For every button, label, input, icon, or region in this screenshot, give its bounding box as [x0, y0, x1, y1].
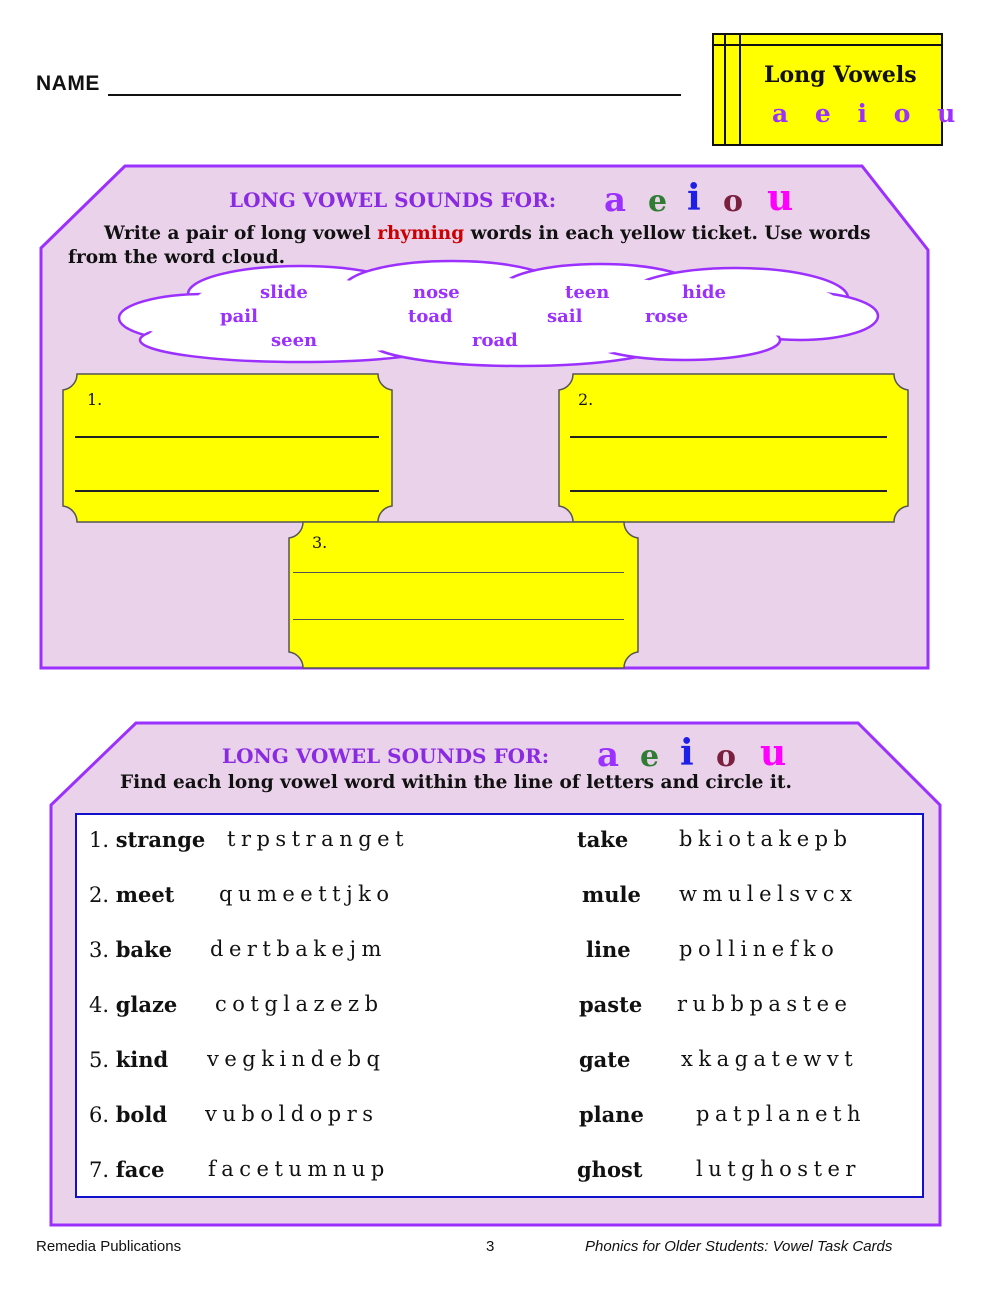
badge-letters: a e i o u [772, 99, 965, 128]
vowel-o: o [716, 739, 737, 774]
word-row [89, 882, 174, 907]
target-word: take [577, 827, 629, 852]
ticket-3-number: 3. [312, 533, 328, 552]
ticket-3-shape [289, 522, 638, 668]
row-number: 2. [89, 883, 110, 907]
target-word: gate [579, 1047, 631, 1072]
letter-line[interactable]: vuboldoprs [205, 1102, 379, 1126]
footer-publisher: Remedia Publications [36, 1238, 182, 1255]
letter-line[interactable]: trpstranget [227, 827, 410, 851]
letter-line[interactable]: wmulelsvcx [679, 882, 858, 906]
cloud-word: teen [565, 282, 610, 303]
row-number: 3. [89, 938, 110, 962]
vowel-a: a [597, 735, 620, 775]
cloud-word: hide [682, 282, 726, 303]
letter-line[interactable]: facetumnup [208, 1157, 390, 1181]
target-word: glaze [115, 992, 178, 1017]
target-word: paste [579, 992, 643, 1017]
cloud-word: nose [413, 282, 460, 303]
target-word: meet [115, 882, 175, 907]
target-word: ghost [577, 1157, 643, 1182]
panel2-instructions: Find each long vowel word within the line of letters and circle it. [120, 772, 792, 793]
cloud-word: rose [645, 306, 689, 327]
ticket-1-answer-line-2[interactable] [75, 490, 379, 492]
target-word: strange [115, 827, 206, 852]
target-word: plane [579, 1102, 644, 1127]
word-row [89, 992, 177, 1017]
letter-line[interactable]: bkiotakepb [679, 827, 853, 851]
cloud-word: seen [271, 330, 318, 351]
word-row [89, 937, 172, 962]
badge-title: Long Vowels [764, 62, 917, 88]
cloud-word: slide [260, 282, 308, 303]
cloud-word: pail [220, 306, 258, 327]
letter-line[interactable]: vegkindebq [207, 1047, 386, 1071]
letter-line[interactable]: cotglazezb [215, 992, 384, 1016]
word-row [89, 1157, 165, 1182]
instruction-highlight: rhyming [377, 223, 465, 244]
letter-line[interactable]: pollinefko [679, 937, 840, 961]
vowel-e: e [648, 184, 668, 219]
word-row [579, 992, 642, 1017]
word-search-box [75, 813, 924, 1198]
vowel-a: a [604, 180, 627, 220]
vowel-u: u [767, 177, 794, 219]
ticket-2-number: 2. [578, 390, 594, 409]
ticket-3-answer-line-1[interactable] [293, 572, 624, 573]
target-word: bake [115, 937, 172, 962]
panel2-title: LONG VOWEL SOUNDS FOR: [222, 744, 550, 768]
row-number: 5. [89, 1048, 110, 1072]
target-word: kind [115, 1047, 169, 1072]
instruction-text: Write a pair of long vowel [104, 223, 378, 244]
instruction-text: words in each yellow ticket. Use words from the word cloud. [68, 223, 871, 268]
letter-line[interactable]: xkagatewvt [681, 1047, 859, 1071]
panel1-instructions [68, 222, 898, 270]
vowel-i: i [680, 732, 694, 774]
row-number: 6. [89, 1103, 110, 1127]
letter-line[interactable]: lutghoster [696, 1157, 861, 1181]
vowel-e: e [640, 739, 660, 774]
word-row [579, 1102, 644, 1127]
vowel-i: i [687, 177, 701, 219]
cloud-word: toad [408, 306, 453, 327]
word-row [89, 1102, 167, 1127]
row-number: 4. [89, 993, 110, 1017]
footer-page-number: 3 [486, 1238, 495, 1255]
cloud-word: sail [547, 306, 583, 327]
ticket-1-number: 1. [87, 390, 103, 409]
word-row [577, 1157, 642, 1182]
vowel-o: o [723, 184, 744, 219]
ticket-3-answer-line-2[interactable] [293, 619, 624, 620]
target-word: line [586, 937, 631, 962]
word-row [582, 882, 641, 907]
vowel-u: u [760, 732, 787, 774]
letter-line[interactable]: rubbpastee [677, 992, 853, 1016]
target-word: face [115, 1157, 165, 1182]
row-number: 7. [89, 1158, 110, 1182]
ticket-1-shape [63, 374, 392, 522]
ticket-2-answer-line-2[interactable] [570, 490, 887, 492]
ticket-2-shape [559, 374, 908, 522]
word-row [89, 827, 205, 852]
letter-line[interactable]: patplaneth [696, 1102, 866, 1126]
word-row [89, 1047, 168, 1072]
word-row [579, 1047, 630, 1072]
row-number: 1. [89, 828, 110, 852]
letter-line[interactable]: qumeettjko [219, 882, 395, 906]
target-word: mule [582, 882, 641, 907]
letter-line[interactable]: dertbakejm [210, 937, 387, 961]
name-label: NAME [36, 72, 100, 95]
ticket-2-answer-line-1[interactable] [570, 436, 887, 438]
target-word: bold [115, 1102, 168, 1127]
ticket-1-answer-line-1[interactable] [75, 436, 379, 438]
footer-book-title: Phonics for Older Students: Vowel Task Cards [585, 1238, 893, 1255]
panel1-title: LONG VOWEL SOUNDS FOR: [229, 188, 557, 212]
word-row [586, 937, 631, 962]
word-row [577, 827, 628, 852]
cloud-word: road [472, 330, 518, 351]
